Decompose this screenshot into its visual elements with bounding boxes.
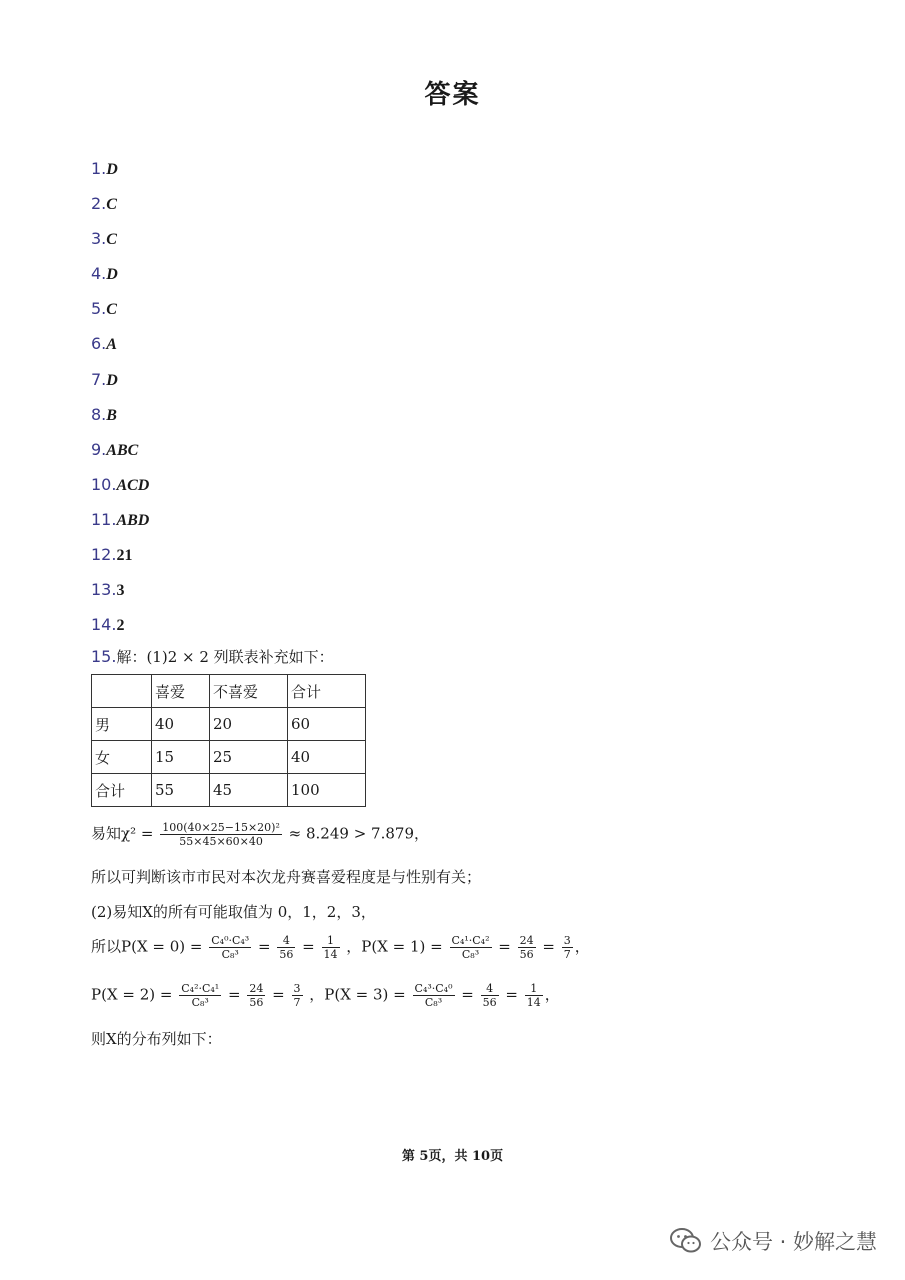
watermark [670,1226,877,1256]
answer-value: ABC [106,441,139,459]
answer-number: 10. [91,474,117,494]
answer-number: 8. [91,404,107,424]
equals-sign: = [498,937,511,956]
fraction-denominator: C₈³ [221,948,239,961]
watermark-text: 公众号 · 妙解之慧 [709,1230,877,1254]
answer-item [91,612,149,647]
table-cell: 不喜爱 [210,675,288,708]
answer-value: B [106,406,117,424]
chi-denominator: 55×45×60×40 [179,835,263,848]
p0-prefix: 所以P(X = 0) = [91,937,203,956]
answer-value: A [106,336,117,354]
fraction-denominator: 56 [519,948,534,961]
table-row [92,774,366,807]
answer-number: 14. [91,615,117,635]
fraction-numerator: 1 [322,934,340,948]
answer-value: ABD [116,511,150,529]
part2-intro: (2)易知X的所有可能取值为 0，1，2，3， [91,903,376,921]
chi-square-line [91,821,429,848]
p1-fraction-3 [562,934,573,961]
fraction-numerator: 24 [519,934,534,947]
answer-item [91,261,149,296]
fraction-denominator: 56 [249,996,264,1009]
conclusion-line: 所以可判断该市市民对本次龙舟赛喜爱程度是与性别有关； [91,868,482,886]
fraction-numerator: 4 [481,982,499,996]
p3-fraction [413,982,455,1009]
answer-value: D [106,266,118,284]
fraction-numerator: 3 [293,982,301,995]
table-cell: 60 [288,708,366,741]
answer-value: D [106,161,118,178]
table-cell: 合计 [288,675,366,708]
chi-fraction [160,821,282,848]
table-cell: 合计 [92,774,152,807]
p2-fraction-2 [247,982,265,1009]
line-end: ， [544,985,560,1004]
fraction-numerator: 3 [563,934,571,947]
table-cell: 女 [92,741,152,774]
table-cell: 20 [210,708,288,741]
answer-item [91,331,149,366]
p1-prefix: ，P(X = 1) = [346,937,443,956]
p0-fraction-2 [277,934,295,961]
q15-intro-text: 解：(1)2 × 2 列联表补充如下： [116,648,334,666]
q15-intro [91,646,334,667]
table-cell: 25 [210,741,288,774]
answer-number: 13. [91,580,117,600]
fraction-denominator: C₈³ [461,948,480,961]
table-cell: 45 [210,774,288,807]
chi-prefix: 易知χ² = [91,824,154,843]
table-row [92,708,366,741]
answer-item [91,226,149,261]
fraction-numerator: 1 [525,982,543,996]
p2-fraction-3 [292,982,303,1009]
answer-value: 3 [116,582,125,600]
answer-value: C [106,231,117,249]
answer-item [91,472,149,507]
answer-number: 12. [91,545,117,565]
table-cell: 40 [152,708,210,741]
answer-item [91,507,149,542]
table-header-row [92,675,366,708]
fraction-numerator: 4 [277,934,295,948]
answer-number: 11. [91,509,117,529]
equals-sign: = [461,985,474,1004]
table-cell: 15 [152,741,210,774]
page-title: 答案 [424,80,481,110]
table-cell: 男 [92,708,152,741]
table-cell: 40 [288,741,366,774]
answer-item [91,367,149,402]
equals-sign: = [258,937,271,956]
answer-value: ACD [116,476,150,494]
probability-line-1 [91,934,590,961]
page-footer: 第 5页，共 10页 [401,1149,504,1164]
fraction-denominator: 14 [526,996,541,1009]
probability-line-2 [91,982,560,1009]
line-end: ， [574,937,590,956]
fraction-numerator: C₄⁰·C₄³ [211,934,250,947]
fraction-numerator: C₄¹·C₄² [451,934,490,947]
answer-list [91,156,149,647]
fraction-denominator: C₈³ [424,996,443,1009]
distribution-intro: 则X的分布列如下： [91,1030,222,1048]
wechat-icon [670,1228,702,1254]
equals-sign: = [542,937,555,956]
chi-numerator: 100(40×25−15×20)² [162,821,280,834]
answer-value: C [106,301,117,319]
table-cell: 55 [152,774,210,807]
fraction-denominator: 14 [323,948,338,961]
answer-number: 1. [91,159,107,178]
table-row [92,741,366,774]
answer-number: 5. [91,299,107,319]
answer-value: C [106,196,117,214]
answer-item [91,437,149,472]
p3-prefix: ，P(X = 3) = [309,985,406,1004]
fraction-denominator: 7 [293,996,301,1009]
answer-number: 4. [91,264,107,284]
fraction-numerator: 24 [249,982,264,995]
fraction-numerator: C₄³·C₄⁰ [414,982,453,995]
answer-number: 9. [91,439,107,459]
p3-fraction-3 [525,982,543,1009]
answer-value: D [106,371,118,389]
p3-fraction-2 [481,982,499,1009]
p2-fraction [179,982,221,1009]
p0-fraction-3 [322,934,340,961]
answer-item [91,402,149,437]
answer-item [91,296,149,331]
equals-sign: = [302,937,315,956]
chi-result: ≈ 8.249 > 7.879， [288,824,429,843]
answer-item [91,577,149,612]
fraction-denominator: 56 [482,996,497,1009]
equals-sign: = [228,985,241,1004]
equals-sign: = [505,985,518,1004]
fraction-denominator: 56 [279,948,294,961]
fraction-numerator: C₄²·C₄¹ [181,982,220,995]
fraction-denominator: C₈³ [191,996,209,1009]
answer-number: 3. [91,229,107,249]
table-cell: 喜爱 [152,675,210,708]
p2-prefix: P(X = 2) = [91,985,173,1004]
answer-item [91,156,149,191]
answer-number: 6. [91,334,107,354]
answer-item [91,542,149,577]
contingency-table [91,674,366,807]
p1-fraction-2 [518,934,536,961]
table-cell [92,675,152,708]
answer-item [91,191,149,226]
answer-number: 7. [91,369,107,389]
equals-sign: = [272,985,285,1004]
q15-number: 15. [91,647,117,666]
table-cell: 100 [288,774,366,807]
answer-number: 2. [91,194,107,214]
p1-fraction [450,934,492,961]
fraction-denominator: 7 [563,948,571,961]
answer-value: 2 [116,617,125,635]
answer-value: 21 [116,547,133,565]
p0-fraction [209,934,251,961]
